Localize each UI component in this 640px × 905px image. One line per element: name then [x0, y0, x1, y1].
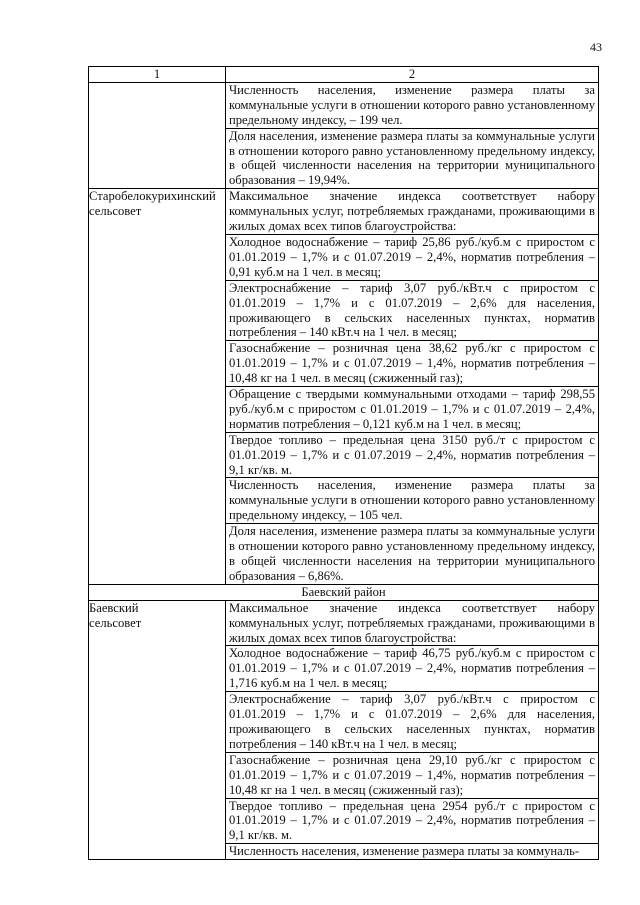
settlement-type: сельсовет: [89, 204, 142, 219]
paragraph: Холодное водоснабжение – тариф 46,75 руб./куб.м с приростом с 01.01.2019 – 1,7% и с 01.07.2019 – 2,4%, норматив потребления – 1,716 куб.м на 1 чел. в месяц;: [226, 646, 598, 692]
paragraph: Численность населения, изменение размера платы за коммуналь-: [229, 844, 580, 859]
settlement-name-cell: [89, 189, 226, 585]
description-cell: [226, 600, 599, 859]
table-row-baevsky: [89, 600, 599, 859]
settlement-name: Старобелокурихинский: [89, 189, 216, 204]
paragraph: Газоснабжение – розничная цена 38,62 руб./кг с приростом с 01.01.2019 – 1,7% и с 01.07.2019 – 1,4%, норматив потребления – 10,48 кг на 1 чел. в месяц (сжиженный газ);: [226, 341, 598, 387]
settlement-name-cell: [89, 600, 226, 859]
paragraph: Численность населения, изменение размера платы за коммунальные услуги в отношении которого равно установленному предельному индексу, – 199 чел.: [226, 83, 598, 129]
table-row-continuation: [89, 82, 599, 188]
paragraph: Максимальное значение индекса соответствует набору коммунальных услуг, потребляемых гражданами, проживающими в жилых домах всех типов благоустройства:: [226, 189, 598, 235]
page-number: 43: [590, 40, 602, 54]
settlement-name: Баевский: [89, 600, 139, 615]
index-table: [88, 66, 599, 860]
description-cell: [226, 82, 599, 188]
paragraph: Твердое топливо – предельная цена 3150 руб./т с приростом с 01.01.2019 – 1,7% и с 01.07.2019 – 2,4%, норматив потребления – 9,1 кг/кв. м.: [226, 433, 598, 479]
paragraph: Численность населения, изменение размера платы за коммунальные услуги в отношении которого равно установленному предельному индексу, – 105 чел.: [226, 478, 598, 524]
paragraph: Твердое топливо – предельная цена 2954 руб./т с приростом с 01.01.2019 – 1,7% и с 01.07.2019 – 2,4%, норматив потребления – 9,1 кг/кв. м.: [226, 799, 598, 845]
region-title: Баевский район: [89, 584, 599, 600]
settlement-cell-empty: [89, 82, 226, 188]
paragraph: Электроснабжение – тариф 3,07 руб./кВт.ч с приростом с 01.01.2019 – 1,7% и с 01.07.2019 – 2,6% для населения, проживающего в сельских населенных пунктах, норматив потребления – 140 кВт.ч на 1 чел. в месяц;: [226, 692, 598, 753]
column-2-header: 2: [226, 67, 599, 83]
description-cell: [226, 189, 599, 585]
table-header-row: [89, 67, 599, 83]
paragraph: Газоснабжение – розничная цена 29,10 руб./кг с приростом с 01.01.2019 – 1,7% и с 01.07.2019 – 1,4%, норматив потребления – 10,48 кг на 1 чел. в месяц (сжиженный газ);: [226, 753, 598, 799]
column-1-header: 1: [89, 67, 226, 83]
table-row-starobelokurikhinsky: [89, 189, 599, 585]
settlement-type: сельсовет: [89, 615, 142, 630]
paragraph: Обращение с твердыми коммунальными отходами – тариф 298,55 руб./куб.м с приростом с 01.01.2019 – 1,7% и с 01.07.2019 – 2,4%, норматив потребления – 0,121 куб.м на 1 чел. в месяц;: [226, 387, 598, 433]
paragraph: Доля населения, изменение размера платы за коммунальные услуги в отношении которого равно установленному предельному индексу, в общей численности населения на территории муниципального образования – 6,86%.: [229, 524, 595, 583]
paragraph: Максимальное значение индекса соответствует набору коммунальных услуг, потребляемых гражданами, проживающими в жилых домах всех типов благоустройства:: [226, 601, 598, 647]
paragraph: Электроснабжение – тариф 3,07 руб./кВт.ч с приростом с 01.01.2019 – 1,7% и с 01.07.2019 – 2,6% для населения, проживающего в сельских населенных пунктах, норматив потребления – 140 кВт.ч на 1 чел. в месяц;: [226, 281, 598, 342]
table-row-region: [89, 584, 599, 600]
paragraph: Доля населения, изменение размера платы за коммунальные услуги в отношении которого равно установленному предельному индексу, в общей численности населения на территории муниципального образования – 19,94%.: [229, 128, 595, 188]
paragraph: Холодное водоснабжение – тариф 25,86 руб./куб.м с приростом с 01.01.2019 – 1,7% и с 01.07.2019 – 2,4%, норматив потребления – 0,91 куб.м на 1 чел. в месяц;: [226, 235, 598, 281]
